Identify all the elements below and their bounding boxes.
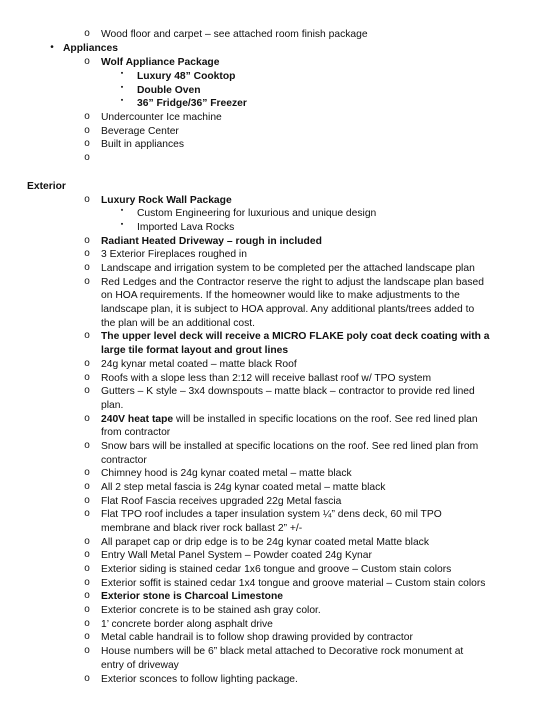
list-item-line: contractor [101, 455, 147, 466]
list-item: Exterior stone is Charcoal Limestone [101, 591, 283, 602]
list-marker-circle: o [84, 631, 90, 642]
list-item: Exterior concrete is to be stained ash gray color. [101, 605, 321, 616]
list-item: Exterior sconces to follow lighting package. [101, 674, 298, 685]
list-item: Roofs with a slope less than 2:12 will receive ballast roof w/ TPO system [101, 373, 432, 384]
list-item-line: entry of driveway [101, 660, 179, 671]
list-item: Wolf Appliance Package [101, 57, 220, 68]
list-marker-circle: o [84, 495, 90, 506]
list-marker-circle: o [84, 28, 90, 39]
list-item: Beverage Center [101, 126, 179, 137]
list-item: Imported Lava Rocks [137, 222, 235, 233]
list-marker-circle: o [84, 508, 90, 519]
list-item-line: Red Ledges and the Contractor reserve the right to adjust the landscape plan based [101, 277, 484, 288]
list-item-line: Flat TPO roof includes a taper insulation system ¼” dens deck, 60 mil TPO [101, 509, 442, 520]
list-marker-circle: o [84, 358, 90, 369]
section-heading-appliances: Appliances [63, 43, 118, 54]
section-heading-exterior: Exterior [27, 181, 66, 192]
list-item-line: the plan will be an additional cost. [101, 318, 255, 329]
list-item: All 2 step metal fascia is 24g kynar coated metal – matte black [101, 482, 386, 493]
list-item: Exterior siding is stained cedar 1x6 tongue and groove – Custom stain colors [101, 564, 452, 575]
list-marker-square: ▪ [120, 70, 124, 77]
list-marker-circle: o [84, 604, 90, 615]
list-marker-circle: o [84, 56, 90, 67]
list-marker-circle: o [84, 440, 90, 451]
list-item: Radiant Heated Driveway – rough in included [101, 236, 322, 247]
list-marker-circle: o [84, 577, 90, 588]
list-item-line: House numbers will be 6” black metal attached to Decorative rock monument at [101, 646, 464, 657]
list-item: Luxury 48” Cooktop [137, 71, 236, 82]
list-item: 3 Exterior Fireplaces roughed in [101, 249, 247, 260]
list-marker-circle: o [84, 645, 90, 656]
list-item: Double Oven [137, 85, 201, 96]
list-marker-circle: o [84, 563, 90, 574]
list-item: Built in appliances [101, 139, 184, 150]
list-item-line: The upper level deck will receive a MICRO FLAKE poly coat deck coating with a [101, 331, 490, 342]
list-marker-square: ▪ [120, 221, 124, 228]
list-marker-circle: o [84, 618, 90, 629]
heat-tape-emphasis: 240V heat tape [101, 414, 174, 425]
list-marker-square: ▪ [120, 84, 124, 91]
list-item: Undercounter Ice machine [101, 112, 222, 123]
list-item-line: plan. [101, 400, 124, 411]
list-item: Exterior soffit is stained cedar 1x4 tongue and groove material – Custom stain colors [101, 578, 486, 589]
list-marker-circle: o [84, 467, 90, 478]
list-marker-circle: o [84, 372, 90, 383]
list-item: Entry Wall Metal Panel System – Powder coated 24g Kynar [101, 550, 372, 561]
list-item-line: Gutters – K style – 3x4 downspouts – matte black – contractor to provide red lined [101, 386, 475, 397]
list-marker-circle: o [84, 481, 90, 492]
list-item: Landscape and irrigation system to be completed per the attached landscape plan [101, 263, 475, 274]
list-item-line: on HOA requirements. If the homeowner would like to make adjustments to the [101, 290, 460, 301]
list-marker-circle: o [84, 549, 90, 560]
list-item: Wood floor and carpet – see attached room finish package [101, 29, 368, 40]
list-item-line: landscape plan, it is subject to HOA approval. Any additional plants/trees added to [101, 304, 475, 315]
list-item-line: from contractor [101, 427, 171, 438]
list-marker-circle: o [84, 413, 90, 424]
list-item: All parapet cap or drip edge is to be 24g kynar coated metal Matte black [101, 537, 429, 548]
list-item: Custom Engineering for luxurious and unique design [137, 208, 377, 219]
list-marker-circle: o [84, 235, 90, 246]
list-item: Chimney hood is 24g kynar coated metal – matte black [101, 468, 352, 479]
list-marker-disc: • [50, 42, 54, 53]
list-item-line: membrane and black river rock ballast 2” +/- [101, 523, 303, 534]
list-item: Luxury Rock Wall Package [101, 195, 232, 206]
list-marker-circle: o [84, 330, 90, 341]
list-item: Metal cable handrail is to follow shop drawing provided by contractor [101, 632, 413, 643]
list-item-line: Snow bars will be installed at specific locations on the roof. See red lined plan from [101, 441, 479, 452]
heat-tape-text: will be installed in specific locations on the roof. See red lined plan [173, 414, 478, 425]
list-marker-circle: o [84, 152, 90, 163]
list-marker-circle: o [84, 262, 90, 273]
list-marker-circle: o [84, 138, 90, 149]
list-marker-circle: o [84, 111, 90, 122]
list-marker-square: ▪ [120, 97, 124, 104]
list-marker-circle: o [84, 194, 90, 205]
list-marker-square: ▪ [120, 207, 124, 214]
list-item-line: large tile format layout and grout lines [101, 345, 289, 356]
list-marker-circle: o [84, 673, 90, 684]
list-marker-circle: o [84, 590, 90, 601]
list-marker-circle: o [84, 385, 90, 396]
list-marker-circle: o [84, 536, 90, 547]
list-marker-circle: o [84, 125, 90, 136]
list-item-line [101, 413, 478, 427]
list-marker-circle: o [84, 276, 90, 287]
list-item: Flat Roof Fascia receives upgraded 22g Metal fascia [101, 496, 342, 507]
list-item: 1’ concrete border along asphalt drive [101, 619, 273, 630]
list-marker-circle: o [84, 248, 90, 259]
list-item: 36” Fridge/36” Freezer [137, 98, 247, 109]
list-item: 24g kynar metal coated – matte black Roof [101, 359, 297, 370]
